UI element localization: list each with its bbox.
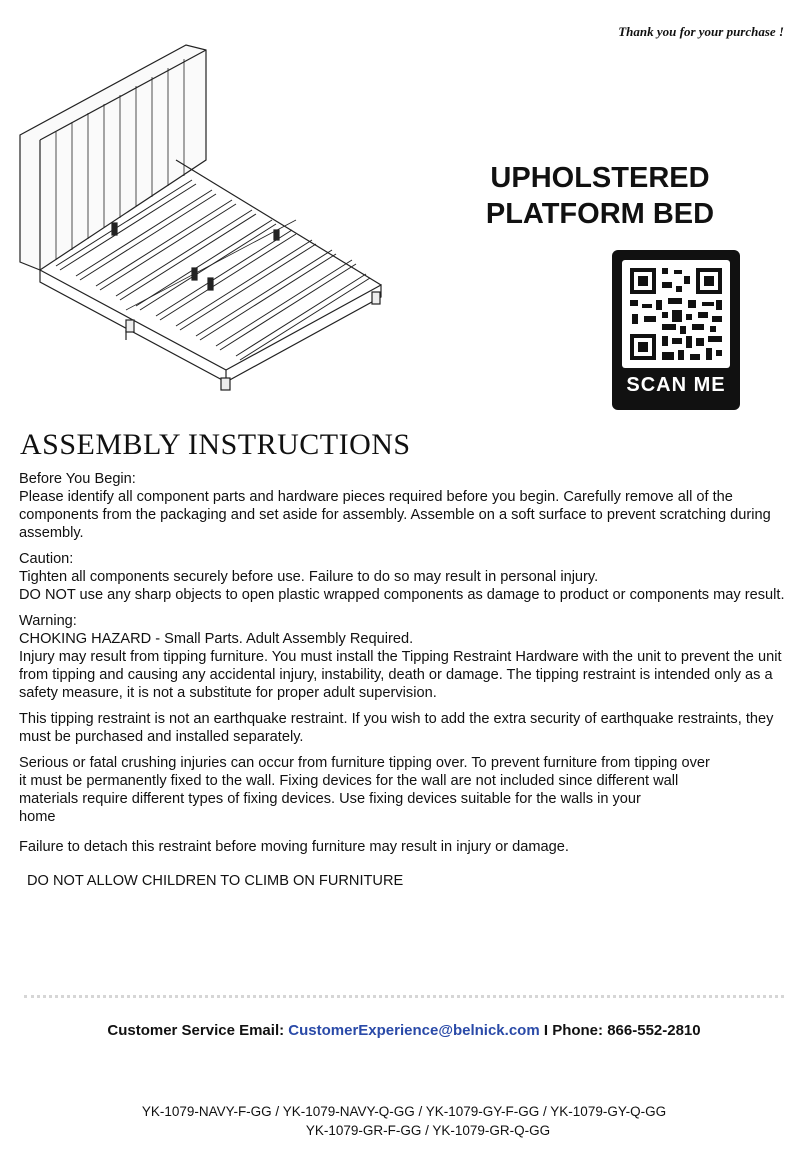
children-section <box>19 872 794 890</box>
caution-section <box>19 550 794 604</box>
caution-title: Caution: <box>19 551 74 567</box>
caution-line1: Tighten all components securely before use. Failure to do so may result in personal injury. <box>19 569 599 585</box>
crushing-section <box>19 754 794 826</box>
warning-section <box>19 612 794 702</box>
warning-line2: Injury may result from tipping furniture. You must install the Tipping Restraint Hardware with the unit to prevent the unit from tipping and causing any accidental injury, instability, death or damage. The tipping restraint is intended only as a safety measure, it is not a substitute for proper adult supervision. <box>19 649 782 701</box>
detach-section <box>19 838 794 856</box>
phone-number: 866-552-2810 <box>607 1022 701 1039</box>
warning-title: Warning: <box>19 613 77 629</box>
phone-label: Phone: <box>552 1022 604 1039</box>
caution-line2: DO NOT use any sharp objects to open plastic wrapped components as damage to product or components may result. <box>19 587 785 603</box>
product-title-line2: PLATFORM BED <box>485 198 715 230</box>
before-text: Please identify all component parts and hardware pieces required before you begin. Carefully remove all of the components from the packaging and set aside for assembly. Assemble on a soft surface to prevent scratching during assembly. <box>19 489 771 541</box>
model-line1: YK-1079-NAVY-F-GG / YK-1079-NAVY-Q-GG / YK-1079-GY-F-GG / YK-1079-GY-Q-GG <box>141 1104 667 1119</box>
model-line2: YK-1079-GR-F-GG / YK-1079-GR-Q-GG <box>305 1123 551 1138</box>
instructions-body <box>19 470 794 898</box>
detach-text: Failure to detach this restraint before moving furniture may result in injury or damage. <box>19 839 569 855</box>
earthquake-section <box>19 710 794 746</box>
earthquake-text: This tipping restraint is not an earthquake restraint. If you wish to add the extra security of earthquake restraints, they must be purchased and installed separately. <box>19 711 774 745</box>
qr-code-icon <box>622 260 730 368</box>
crushing-line1: Serious or fatal crushing injuries can occur from furniture tipping over. To prevent furniture from tipping over <box>19 755 710 771</box>
crushing-line2: it must be permanently fixed to the wall. Fixing devices for the wall are not included since different wall <box>19 773 679 789</box>
crushing-line4: home <box>19 809 56 825</box>
contact-separator: I <box>543 1022 549 1039</box>
before-title: Before You Begin: <box>19 471 136 487</box>
crushing-line3: materials require different types of fixing devices. Use fixing devices suitable for the walls in your <box>19 791 641 807</box>
before-section <box>19 470 794 542</box>
qr-code-badge[interactable] <box>612 250 740 410</box>
bed-illustration <box>16 40 416 400</box>
product-title <box>460 160 740 232</box>
scan-me-label: SCAN ME <box>626 374 726 396</box>
divider <box>24 995 784 998</box>
email-label: Customer Service Email: <box>107 1022 285 1039</box>
thank-you-note: Thank you for your purchase ! <box>618 24 784 39</box>
model-numbers <box>0 1102 808 1140</box>
children-warning: DO NOT ALLOW CHILDREN TO CLIMB ON FURNITURE <box>27 873 404 889</box>
assembly-heading: ASSEMBLY INSTRUCTIONS <box>20 428 411 461</box>
warning-line1: CHOKING HAZARD - Small Parts. Adult Assembly Required. <box>19 631 414 647</box>
product-title-line1: UPHOLSTERED <box>490 162 710 194</box>
contact-line <box>0 1022 808 1039</box>
email-link[interactable]: CustomerExperience@belnick.com <box>288 1022 540 1039</box>
